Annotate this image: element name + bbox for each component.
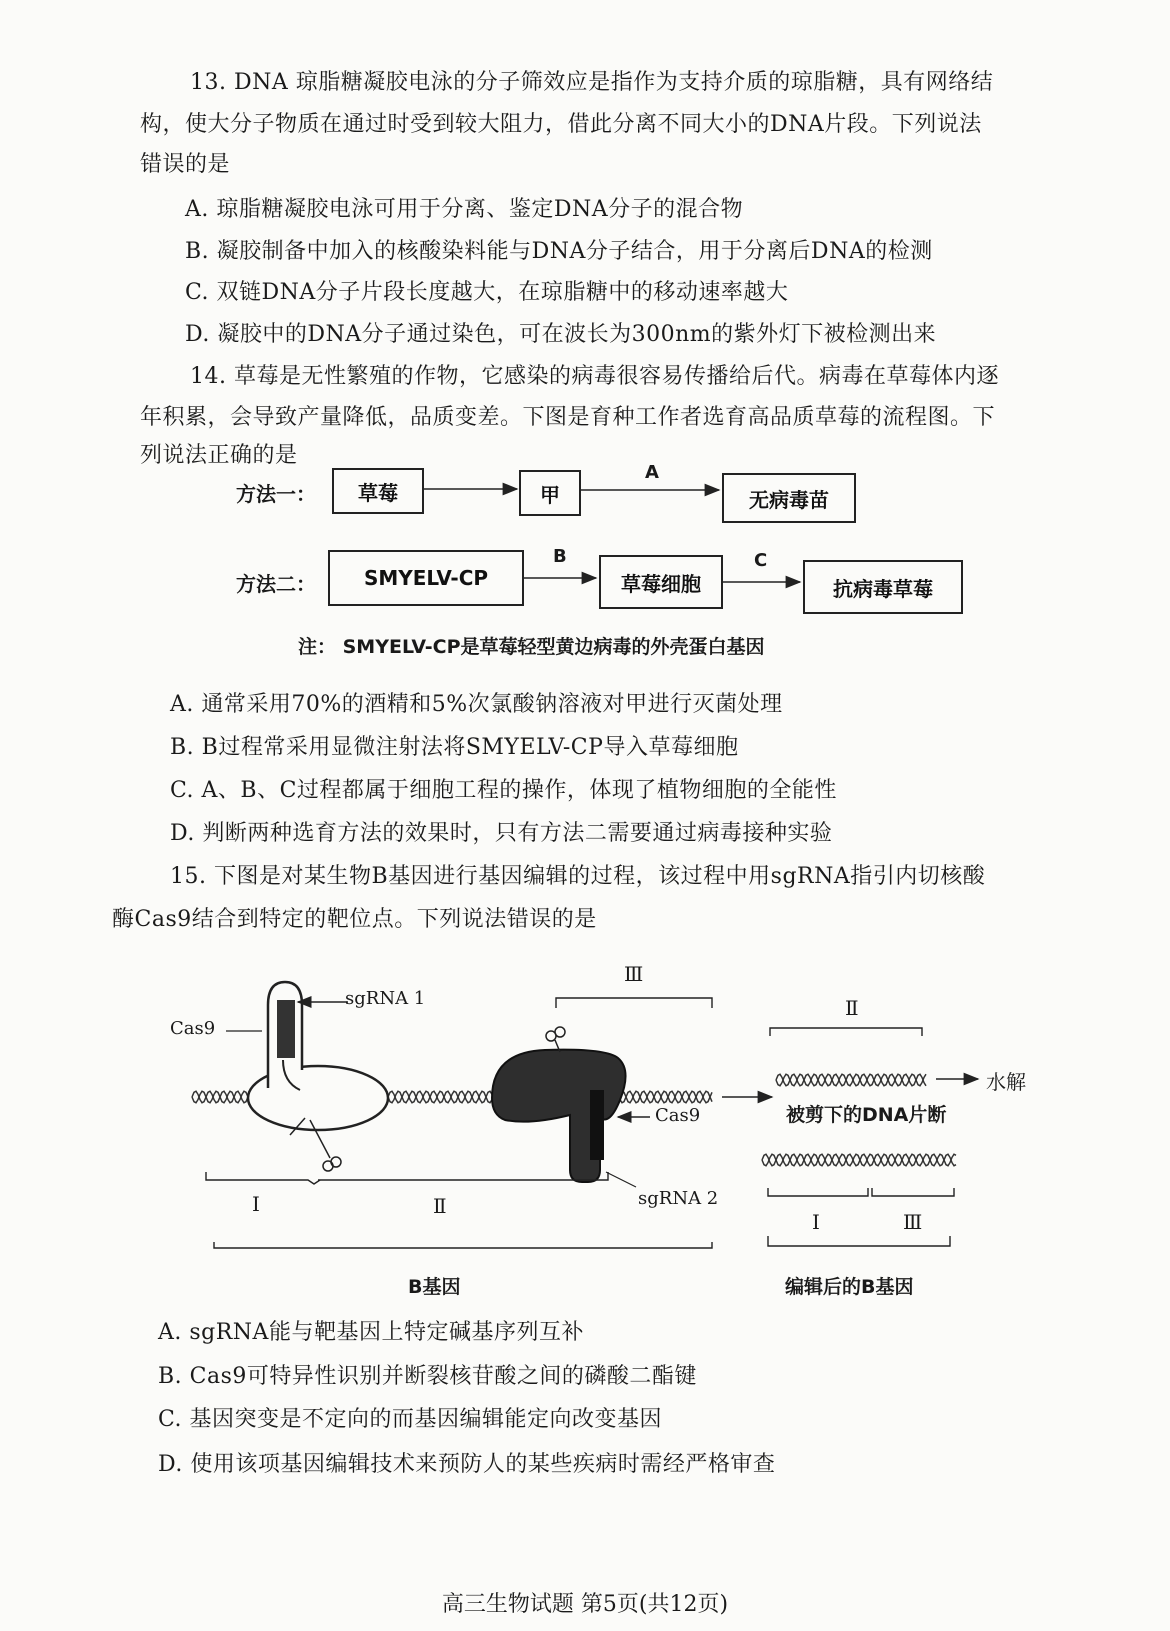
flow-arrows	[0, 0, 1170, 700]
label-iii-top: Ⅲ	[624, 962, 644, 986]
brace-ii	[318, 1172, 608, 1180]
label-cas9-left: Cas9	[170, 1018, 216, 1039]
label-i-bottom: Ⅰ	[252, 1192, 260, 1216]
q13-stem-line-2: 构，使大分子物质在通过时受到较大阻力，借此分离不同大小的DNA片段。下列说法	[140, 112, 982, 137]
m1-box-jia: 甲	[519, 470, 581, 516]
brace-b-gene	[214, 1242, 712, 1248]
q15-stem-line-1: 15. 下图是对某生物B基因进行基因编辑的过程，该过程中用sgRNA指引内切核酸	[170, 864, 986, 889]
q13-option-b: B. 凝胶制备中加入的核酸染料能与DNA分子结合，用于分离后DNA的检测	[185, 239, 933, 264]
brace-i	[206, 1172, 320, 1184]
q14-stem-line-3: 列说法正确的是	[140, 443, 298, 468]
label-b-gene: B基因	[408, 1276, 461, 1298]
m2-box-cell: 草莓细胞	[599, 555, 723, 609]
q14-option-b: B. B过程常采用显微注射法将SMYELV-CP导入草莓细胞	[170, 735, 739, 760]
q13-option-d: D. 凝胶中的DNA分子通过染色，可在波长为300nm的紫外灯下被检测出来	[185, 322, 937, 347]
brace-right-iii	[872, 1188, 954, 1196]
leader-sgrna2	[606, 1172, 636, 1187]
brace-edited-gene	[768, 1236, 950, 1246]
page-footer: 高三生物试题 第5页(共12页)	[441, 1592, 729, 1617]
label-i-right: Ⅰ	[812, 1210, 820, 1234]
label-sgrna1: sgRNA 1	[345, 988, 426, 1009]
q14-option-a: A. 通常采用70%的酒精和5%次氯酸钠溶液对甲进行灭菌处理	[170, 692, 783, 717]
q13-option-a: A. 琼脂糖凝胶电泳可用于分离、鉴定DNA分子的混合物	[185, 197, 744, 222]
label-cas9-right: Cas9	[655, 1105, 701, 1126]
q14-option-d: D. 判断两种选育方法的效果时，只有方法二需要通过病毒接种实验	[170, 821, 833, 846]
q15-option-b: B. Cas9可特异性识别并断裂核苷酸之间的磷酸二酯键	[158, 1364, 697, 1389]
flow-note: 注： SMYELV-CP是草莓轻型黄边病毒的外壳蛋白基因	[298, 636, 765, 658]
m2-arrow-label-c: C	[754, 550, 768, 571]
gene-editing-diagram	[0, 940, 1170, 1310]
m2-box-gene: SMYELV-CP	[328, 550, 524, 606]
dna-helix-fragment	[776, 1074, 926, 1086]
brace-top-iii	[556, 998, 712, 1008]
cas9-complex-1	[248, 982, 388, 1171]
dna-helix-edited	[762, 1154, 956, 1166]
q15-option-a: A. sgRNA能与靶基因上特定碱基序列互补	[158, 1320, 584, 1345]
label-iii-right: Ⅲ	[903, 1210, 923, 1234]
label-ii-bottom: Ⅱ	[433, 1194, 447, 1218]
label-cut-fragment: 被剪下的DNA片断	[786, 1104, 947, 1126]
brace-right-i	[768, 1188, 868, 1196]
brace-top-ii	[770, 1028, 922, 1036]
m1-box-strawberry: 草莓	[332, 468, 424, 514]
q13-option-c: C. 双链DNA分子片段长度越大，在琼脂糖中的移动速率越大	[185, 280, 789, 305]
method1-label: 方法一：	[236, 482, 316, 506]
m2-arrow-label-b: B	[553, 546, 567, 567]
q14-stem-line-2: 年积累，会导致产量降低，品质变差。下图是育种工作者选育高品质草莓的流程图。下	[140, 405, 996, 430]
q14-stem-line-1: 14. 草莓是无性繁殖的作物，它感染的病毒很容易传播给后代。病毒在草莓体内逐	[190, 364, 999, 389]
m2-box-resistant: 抗病毒草莓	[803, 560, 963, 614]
method2-label: 方法二：	[236, 572, 316, 596]
q15-option-d: D. 使用该项基因编辑技术来预防人的某些疾病时需经严格审查	[158, 1452, 776, 1477]
label-sgrna2: sgRNA 2	[638, 1188, 719, 1209]
q15-option-c: C. 基因突变是不定向的而基因编辑能定向改变基因	[158, 1407, 663, 1432]
q15-stem-line-2: 酶Cas9结合到特定的靶位点。下列说法错误的是	[112, 907, 597, 932]
label-edited-gene: 编辑后的B基因	[785, 1276, 914, 1298]
q13-stem-line-1: 13. DNA 琼脂糖凝胶电泳的分子筛效应是指作为支持介质的琼脂糖，具有网络结	[190, 70, 994, 95]
label-ii-top: Ⅱ	[845, 996, 859, 1020]
q14-option-c: C. A、B、C过程都属于细胞工程的操作，体现了植物细胞的全能性	[170, 778, 837, 803]
label-hydrolysis: 水解	[986, 1070, 1026, 1094]
m1-box-virus-free: 无病毒苗	[722, 473, 856, 523]
cas9-complex-2	[492, 1027, 626, 1182]
m1-arrow-label-a: A	[645, 462, 659, 483]
q13-stem-line-3: 错误的是	[140, 152, 231, 177]
